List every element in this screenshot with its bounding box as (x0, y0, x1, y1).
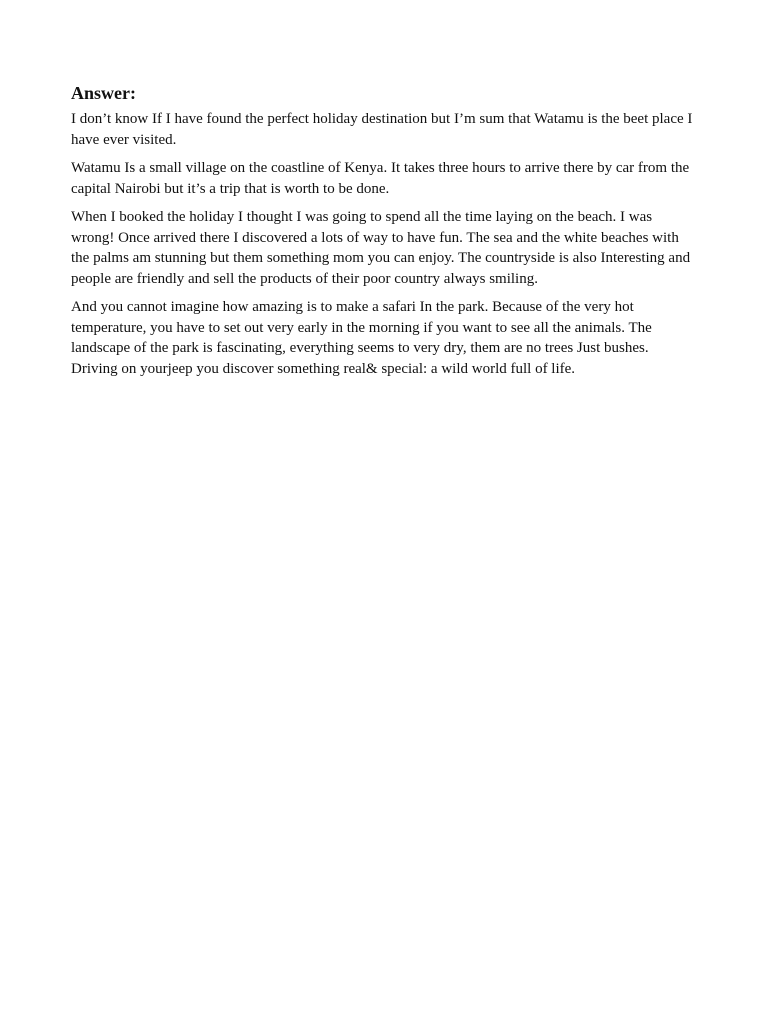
paragraph-1: I don’t know If I have found the perfect holiday destination but I’m sum that Watamu is the beet place I have ever visited. (71, 111, 693, 148)
document-body (71, 82, 697, 387)
paragraph-2: Watamu Is a small village on the coastline of Kenya. It takes three hours to arrive there by car from the capital Nairobi but it’s a trip that is worth to be done. (71, 160, 690, 197)
answer-heading: Answer: (71, 83, 136, 103)
paragraph-3: When I booked the holiday I thought I was going to spend all the time laying on the beach. I was wrong! Once arrived there I discovered a lots of way to have fun. The sea and the white beaches with the palms am stunning but them something mom you can enjoy. The countryside is also Interesting and people are friendly and sell the products of their poor country always smiling. (71, 209, 691, 287)
paragraph-4: And you cannot imagine how amazing is to make a safari In the park. Because of the very hot temperature, you have to set out very early in the morning if you want to see all the animals. The landscape of the park is fascinating, everything seems to very dry, them are no trees Just bushes. Driving on yourjeep you discover something real& special: a wild world full of life. (71, 299, 652, 377)
